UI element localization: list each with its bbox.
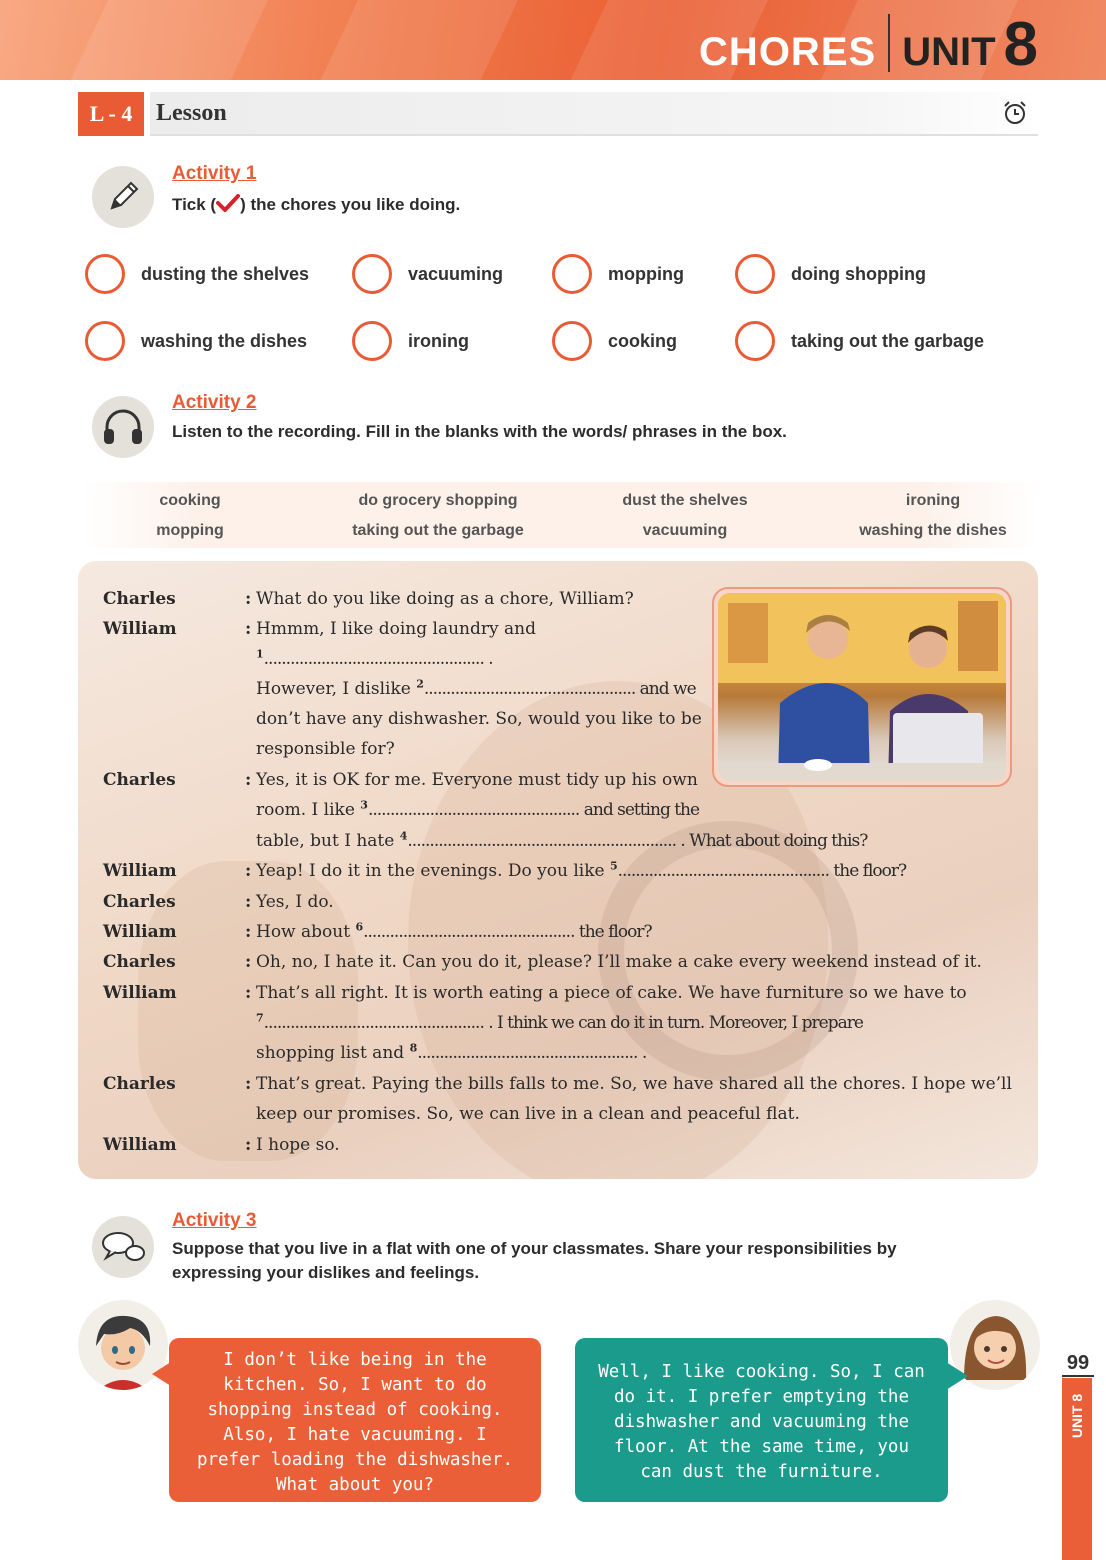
dialogue-line: [78, 1099, 1038, 1129]
bubble-line: dishwasher and vacuuming the: [613, 1412, 909, 1432]
chore-option[interactable]: [352, 321, 469, 361]
speaker-colon: :: [245, 1135, 252, 1155]
tick-circle[interactable]: [735, 321, 775, 361]
dialogue-line: [78, 917, 1038, 947]
dialogue-text: [256, 917, 652, 947]
blank-number: 5: [609, 859, 618, 873]
chore-option[interactable]: [85, 254, 309, 294]
blank-number: 1: [256, 647, 264, 661]
dialogue-line: [78, 978, 1038, 1008]
word-box: [82, 482, 1038, 548]
dialogue-text: responsible for?: [256, 739, 395, 759]
word-box-item: mopping: [156, 522, 224, 539]
bubble-line: prefer loading the dishwasher.: [196, 1450, 514, 1470]
lesson-bar: [150, 92, 1038, 136]
speaker-colon: :: [245, 892, 252, 912]
tick-circle[interactable]: [552, 254, 592, 294]
chore-option[interactable]: [552, 254, 684, 294]
chapter-title: CHORES: [699, 30, 877, 74]
speaker-name: Charles: [103, 892, 176, 912]
activity2-title: Activity 2: [172, 392, 257, 413]
chore-label: cooking: [608, 330, 678, 351]
bubble-line: shopping instead of cooking.: [207, 1400, 503, 1420]
dialogue-text: That’s all right. It is worth eating a piece of cake. We have furniture so we have to: [256, 983, 967, 1003]
dialogue-line: [78, 704, 1038, 734]
chore-label: washing the dishes: [141, 330, 308, 351]
speaker-name: William: [103, 922, 177, 942]
speaker-name: William: [103, 1135, 177, 1155]
blank-number: 7: [256, 1011, 264, 1025]
tick-circle[interactable]: [735, 254, 775, 294]
dialogue-line: [78, 674, 1038, 704]
speaker-name: Charles: [103, 589, 176, 609]
speech-bubble-boy: [169, 1338, 541, 1502]
bubble-line: Well, I like cooking. So, I can: [598, 1362, 925, 1382]
speaker-name: Charles: [103, 770, 176, 790]
chore-label: doing shopping: [791, 263, 926, 284]
blank-number: 2: [416, 677, 424, 691]
speaker-colon: :: [245, 861, 252, 881]
dialogue-line: [78, 1130, 1038, 1160]
blank-field[interactable]: .................................................. .: [417, 1043, 647, 1063]
dialogue-line: [78, 765, 1038, 795]
blank-number: 4: [399, 829, 408, 843]
speaker-name: Charles: [103, 1074, 176, 1094]
blank-number: 8: [409, 1041, 418, 1055]
chore-label: taking out the garbage: [791, 330, 985, 351]
chore-label: dusting the shelves: [141, 263, 310, 284]
dialogue-line: [78, 734, 1038, 764]
speaker-colon: :: [245, 770, 252, 790]
speech-bubble-girl: [575, 1338, 948, 1502]
speaker-name: William: [103, 619, 177, 639]
blank-number: 6: [355, 920, 364, 934]
dialogue-line: [78, 1069, 1038, 1099]
bubble-line: I don’t like being in the: [223, 1350, 487, 1370]
activity3-instruction-line1: Suppose that you live in a flat with one of your classmates. Share your responsibilities by: [172, 1239, 897, 1258]
bubble-line: can dust the furniture.: [640, 1462, 883, 1482]
dialogue-panel: [78, 561, 1038, 1179]
dialogue-line: [78, 1008, 1038, 1038]
blank-field[interactable]: ................................................ the floor?: [363, 922, 652, 942]
dialogue-line: [78, 795, 1038, 825]
blank-line[interactable]: [256, 1008, 863, 1038]
instruction-text: ) the chores you like doing.: [240, 195, 461, 214]
bubble-line: kitchen. So, I want to do: [223, 1375, 487, 1395]
dialogue-text-part: shopping list and: [256, 1043, 410, 1063]
dialogue-line: [78, 644, 1038, 674]
lesson-title: Lesson: [156, 100, 227, 126]
chore-option[interactable]: [735, 254, 926, 294]
dialogue-text: don’t have any dishwasher. So, would you like to be: [256, 709, 702, 729]
dialogue-text: keep our promises. So, we can live in a clean and peaceful flat.: [256, 1104, 800, 1124]
speaker-name: William: [103, 861, 177, 881]
pencil-icon: [92, 166, 154, 228]
tick-circle[interactable]: [352, 321, 392, 361]
activity2-instruction: Listen to the recording. Fill in the blanks with the words/ phrases in the box.: [172, 422, 787, 441]
activity1-title: Activity 1: [172, 163, 257, 184]
speaker-colon: :: [245, 1074, 252, 1094]
dialogue-text: I hope so.: [256, 1135, 340, 1155]
word-box-item: washing the dishes: [859, 522, 1007, 539]
headphones-icon: [92, 396, 154, 458]
title-divider: [888, 14, 890, 72]
dialogue-text: That’s great. Paying the bills falls to me. So, we have shared all the chores. I hope we’ll: [256, 1074, 1012, 1094]
dialogue-text: Oh, no, I hate it. Can you do it, please? I’ll make a cake every weekend instead of it.: [256, 952, 982, 972]
tick-circle[interactable]: [552, 321, 592, 361]
speaker-name: William: [103, 983, 177, 1003]
dialogue-text: [256, 826, 867, 856]
dialogue-text: [256, 1038, 646, 1068]
dialogue-text: Yes, it is OK for me. Everyone must tidy up his own: [256, 770, 698, 790]
dialogue-line: [78, 1038, 1038, 1068]
speaker-colon: :: [245, 952, 252, 972]
bubble-tail: [946, 1362, 968, 1390]
blank-field[interactable]: ............................................................. . What about doing this?: [407, 831, 868, 851]
speaker-colon: :: [245, 983, 252, 1003]
dialogue-text: Hmmm, I like doing laundry and: [256, 619, 536, 639]
blank-field[interactable]: .................................................. .: [263, 649, 493, 669]
blank-line[interactable]: [256, 644, 493, 674]
blank-number: 3: [360, 798, 368, 812]
blank-field[interactable]: ................................................ and we: [423, 679, 696, 699]
bubble-line: floor. At the same time, you: [613, 1437, 909, 1457]
dialogue-line: [78, 826, 1038, 856]
header-banner: [0, 0, 1106, 80]
unit-title: [699, 10, 1038, 80]
chore-option[interactable]: [552, 321, 677, 361]
side-unit-text: UNIT 8: [1069, 1393, 1085, 1439]
bubble-line: What about you?: [275, 1475, 435, 1495]
activity3-instruction-line2: expressing your dislikes and feelings.: [172, 1263, 480, 1282]
dialogue-line: [78, 614, 1038, 644]
dialogue-text: [256, 856, 906, 886]
speech-bubbles-icon: [92, 1216, 154, 1278]
bubble-line: do it. I prefer emptying the: [613, 1387, 909, 1407]
instruction-text: Tick (: [172, 195, 217, 214]
dialogue-text: [256, 674, 696, 704]
chore-option[interactable]: [85, 321, 307, 361]
checkmark-icon: [216, 194, 240, 212]
dialogue-line: [78, 887, 1038, 917]
chore-label: vacuuming: [408, 263, 504, 284]
chore-label: mopping: [608, 263, 684, 284]
blank-field[interactable]: .................................................. . I think we can do it in turn. Moreover, I prepare: [263, 1013, 863, 1033]
tick-circle[interactable]: [85, 254, 125, 294]
dialogue-text: [256, 795, 699, 825]
page-number: 99: [1062, 1352, 1094, 1377]
chore-option[interactable]: [352, 254, 503, 294]
dialogue-text-part: table, but I hate: [256, 831, 400, 851]
speaker-colon: :: [245, 619, 252, 639]
word-box-item: dust the shelves: [622, 492, 748, 509]
activity1-instruction: [172, 194, 460, 215]
dialogue-line: [78, 584, 1038, 614]
dialogue-text-part: However, I dislike: [256, 679, 417, 699]
tick-circle[interactable]: [85, 321, 125, 361]
word-box-item: vacuuming: [642, 522, 728, 539]
speaker-colon: :: [245, 922, 252, 942]
dialogue-line: [78, 947, 1038, 977]
word-box-item: ironing: [905, 492, 961, 509]
dialogue-text-part: How about: [256, 922, 356, 942]
speaker-name: Charles: [103, 952, 176, 972]
dialogue-text-part: room. I like: [256, 800, 361, 820]
dialogue-line: [78, 856, 1038, 886]
blank-field[interactable]: ................................................ the floor?: [617, 861, 907, 881]
unit-number: 8: [1003, 10, 1038, 80]
chore-label: ironing: [408, 330, 469, 351]
word-box-item: cooking: [159, 492, 221, 509]
word-box-item: do grocery shopping: [358, 492, 518, 509]
dialogue-text-part: Yeap! I do it in the evenings. Do you like: [256, 861, 610, 881]
word-box-item: taking out the garbage: [352, 522, 524, 539]
blank-field[interactable]: ................................................ and setting the: [367, 800, 700, 820]
unit-label: UNIT: [902, 30, 996, 74]
tick-circle[interactable]: [352, 254, 392, 294]
dialogue-text: Yes, I do.: [256, 892, 334, 912]
alarm-clock-icon: [1002, 100, 1028, 126]
bubble-line: Also, I hate vacuuming. I: [223, 1425, 487, 1445]
activity3-title: Activity 3: [172, 1210, 257, 1231]
chore-option[interactable]: [735, 321, 984, 361]
side-unit-label: [1066, 1386, 1088, 1446]
lesson-code: L - 4: [78, 92, 144, 136]
speaker-colon: :: [245, 589, 252, 609]
dialogue-text: What do you like doing as a chore, William?: [256, 589, 634, 609]
